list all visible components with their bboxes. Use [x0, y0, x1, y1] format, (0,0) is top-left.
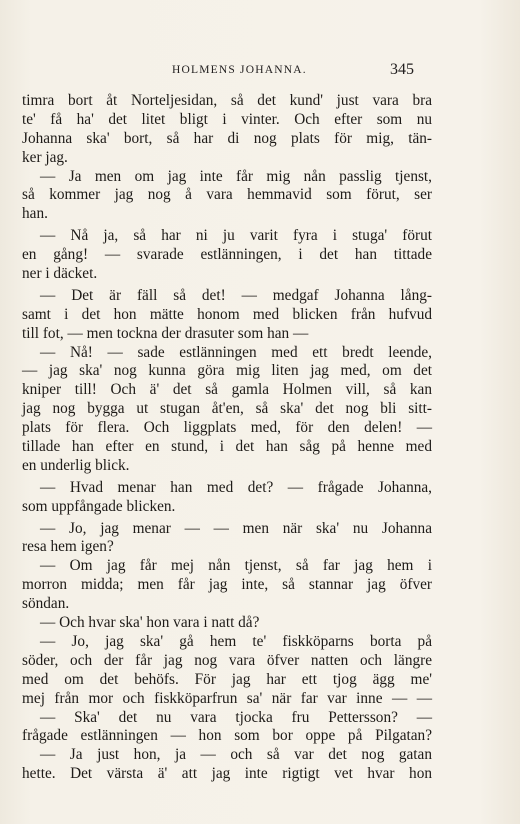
text-line: Johanna ska' bort, så har di nog plats för mig, tän-	[22, 129, 432, 147]
text-line: så kommer jag nog å vara hemmavid som förut, ser	[22, 186, 432, 204]
text-line: samt i det hon mätte honom med blicken från hufvud	[22, 305, 432, 323]
page-header	[22, 62, 500, 82]
text-line: en underlig blick.	[22, 456, 130, 474]
page-number: 345	[390, 61, 414, 78]
text-line: till fot, — men tockna der drasuter som han —	[22, 324, 309, 342]
text-line: — Jo, jag menar — — men när ska' nu Johanna	[40, 519, 432, 537]
text-line: han.	[22, 205, 48, 223]
text-line: timra bort åt Norteljesidan, så det kund' just vara bra	[22, 92, 432, 109]
text-line: — Ja just hon, ja — och så var det nog gatan	[40, 746, 432, 764]
text-line: — Nå ja, så har ni ju varit fyra i stuga' förut	[40, 227, 432, 245]
text-line: tillade han efter en stund, i det han såg på henne med	[22, 438, 432, 456]
text-line: en gång! — svarade estlänningen, i det han tittade	[22, 246, 432, 264]
text-line: — Jo, jag ska' gå hem te' fiskköparns borta på	[40, 632, 432, 650]
text-line: jag nog bygga ut stugan åt'en, så ska' det nog bli sitt-	[22, 400, 432, 418]
text-line: — Och hvar ska' hon vara i natt då?	[40, 614, 260, 632]
text-line: söder, och der får jag nog vara öfver natten och längre	[22, 651, 432, 669]
text-line: hette. Det värsta ä' att jag inte rigtigt vet hvar hon	[22, 765, 432, 783]
text-line: resa hem igen?	[22, 538, 114, 556]
text-line: — Om jag får mej nån tjenst, så far jag hem i	[40, 557, 432, 575]
text-line: ker jag.	[22, 148, 68, 166]
text-line: som uppfångade blicken.	[22, 497, 176, 515]
text-line: — Det är fäll så det! — medgaf Johanna lång-	[40, 286, 432, 304]
text-line: — jag ska' nog kunna göra mig liten jag med, om det	[22, 362, 432, 380]
text-line: morron midda; men får jag inte, så stannar jag öfver	[22, 576, 432, 594]
text-line: kniper till! Och ä' det så gamla Holmen vill, så kan	[22, 381, 432, 399]
text-line: ner i däcket.	[22, 265, 98, 283]
text-line: frågade estlänningen — hon som bor oppe på Pilgatan?	[22, 727, 432, 745]
running-title: HOLMENS JOHANNA.	[172, 64, 307, 76]
text-line: — Hvad menar han med det? — frågade Johanna,	[40, 478, 432, 496]
text-line: plats för flera. Och liggplats med, för den delen! —	[22, 419, 432, 437]
text-line: te' få ha' det litet bligt i vinter. Och efter som nu	[22, 110, 432, 128]
text-line: söndan.	[22, 595, 70, 613]
text-line: — Ja men om jag inte får mig nån passlig tjenst,	[40, 167, 432, 185]
text-line: — Nå! — sade estlänningen med ett bredt leende,	[40, 343, 432, 361]
text-line: med om det behöfs. För jag har ett tjog ägg me'	[22, 670, 432, 688]
text-line: mej från mor och fiskköparfrun sa' när far var inne — —	[22, 689, 432, 707]
body-text	[22, 92, 432, 784]
text-line: — Ska' det nu vara tjocka fru Pettersson? —	[40, 708, 432, 726]
